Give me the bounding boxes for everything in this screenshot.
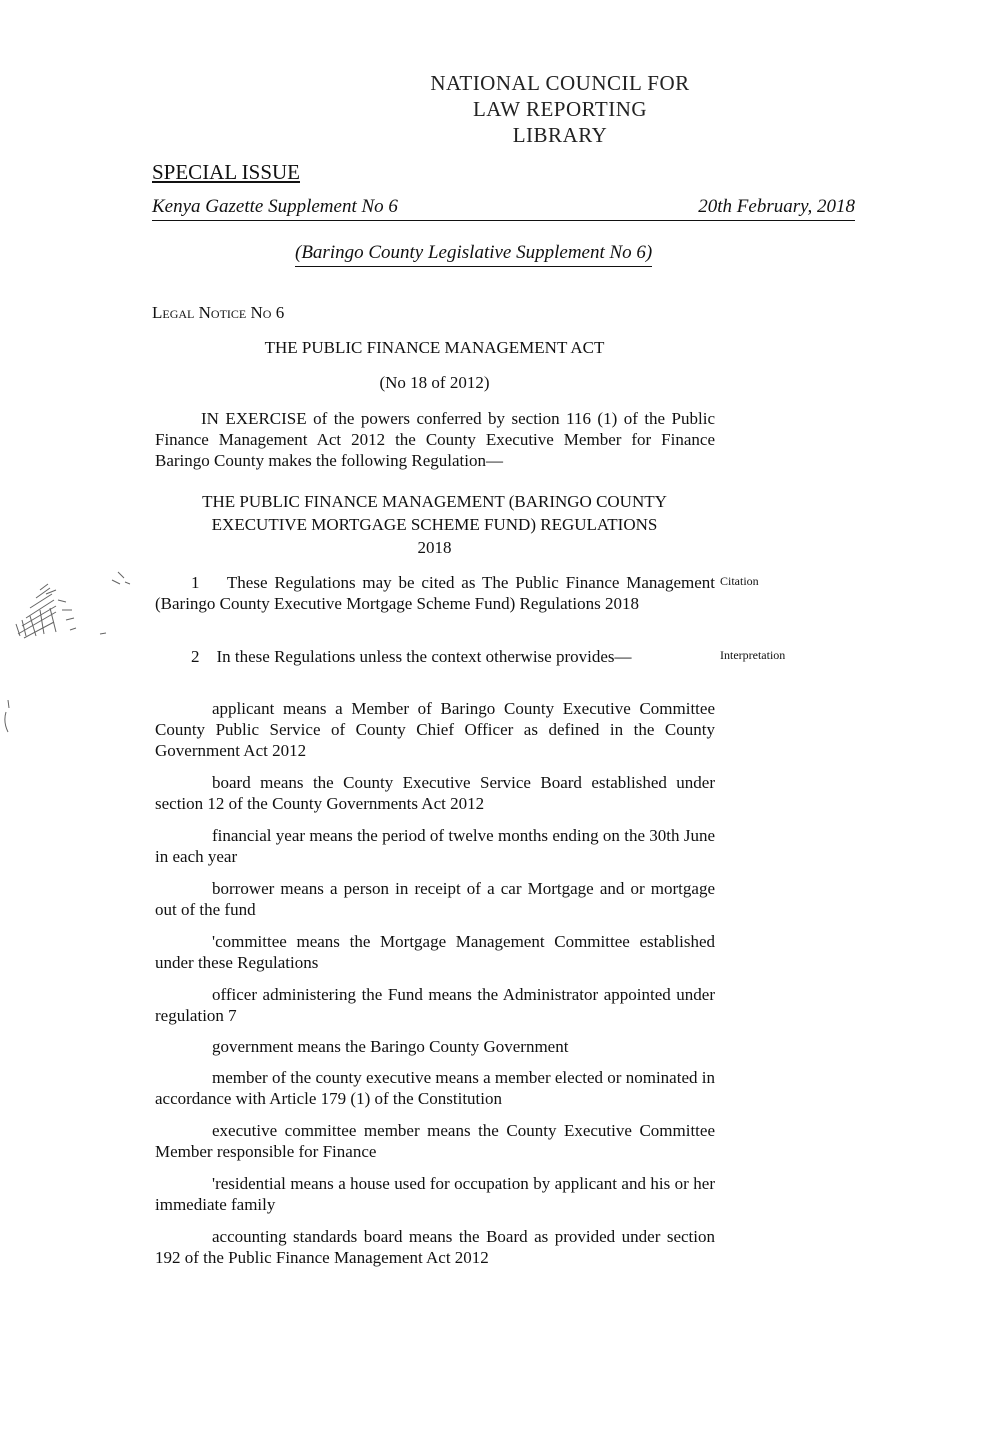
section-text: These Regulations may be cited as The Public Finance Management (Baringo County Executive Mortgage Scheme Fund) Regulations 2018 [155, 573, 715, 613]
definition-member-county-executive: member of the county executive means a member elected or nominated in accordance with Article 179 (1) of the Constitution [155, 1068, 715, 1108]
definition-government: government means the Baringo County Government [212, 1037, 569, 1056]
margin-note-interpretation: Interpretation [720, 648, 786, 662]
special-issue-heading: SPECIAL ISSUE [152, 160, 300, 184]
definition-officer-administering: officer administering the Fund means the Administrator appointed under regulation 7 [155, 985, 715, 1025]
gazette-date: 20th February, 2018 [698, 196, 855, 217]
act-number: (No 18 of 2012) [379, 373, 490, 392]
library-stamp-line-1: NATIONAL COUNCIL FOR [430, 71, 690, 95]
definition-executive-committee-member: executive committee member means the County Executive Committee Member responsible for Finance [155, 1121, 715, 1161]
margin-note-citation: Citation [720, 574, 759, 588]
definition-financial-year: financial year means the period of twelve months ending on the 30th June in each year [155, 826, 715, 866]
definition-committee: 'committee means the Mortgage Management Committee established under these Regulations [155, 932, 715, 972]
preamble-paragraph [155, 408, 715, 471]
definition-accounting-standards-board: accounting standards board means the Board as provided under section 192 of the Public Finance Management Act 2012 [155, 1227, 715, 1267]
legal-notice-number: 6 [275, 303, 285, 322]
gazette-header [152, 196, 855, 221]
county-supplement-label: (Baringo County Legislative Supplement No 6) [295, 242, 652, 267]
gazette-supplement-label: Kenya Gazette Supplement No 6 [152, 196, 398, 217]
legal-notice-label: Legal Notice No [152, 303, 272, 322]
section-number: 2 [191, 647, 200, 666]
library-stamp-line-3: LIBRARY [512, 123, 608, 147]
library-stamp-line-2: LAW REPORTING [472, 97, 648, 121]
regulations-title-line-3: 2018 [417, 538, 452, 557]
definition-applicant: applicant means a Member of Baringo County Executive Committee County Public Service of County Chief Officer as defined in the County Government Act 2012 [155, 699, 715, 760]
regulations-title-line-2: EXECUTIVE MORTGAGE SCHEME FUND) REGULATIONS [211, 515, 658, 534]
preamble-text: IN EXERCISE of the powers conferred by section 116 (1) of the Public Finance Management Act 2012 the County Executive Member for Finance Baringo County makes the following Regulation— [155, 409, 715, 470]
legal-notice-heading [152, 303, 284, 323]
regulations-title [152, 490, 717, 559]
definition-residential: 'residential means a house used for occupation by applicant and his or her immediate family [155, 1174, 715, 1214]
act-title: THE PUBLIC FINANCE MANAGEMENT ACT [264, 338, 605, 357]
section-2 [155, 646, 715, 667]
scan-marks [0, 560, 160, 740]
definition-borrower: borrower means a person in receipt of a car Mortgage and or mortgage out of the fund [155, 879, 715, 919]
section-text: In these Regulations unless the context otherwise provides— [216, 647, 632, 666]
definition-board: board means the County Executive Service Board established under section 12 of the County Governments Act 2012 [155, 773, 715, 813]
section-1 [155, 572, 715, 614]
section-number: 1 [191, 573, 200, 592]
regulations-title-line-1: THE PUBLIC FINANCE MANAGEMENT (BARINGO COUNTY [202, 492, 667, 511]
